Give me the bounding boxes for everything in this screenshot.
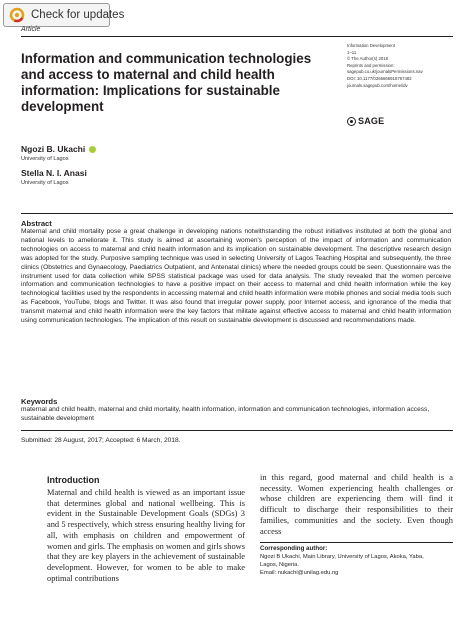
corresponding-rule: [260, 542, 453, 543]
author-2-affiliation: University of Lagos: [21, 180, 69, 186]
abstract-rule: [21, 213, 453, 214]
header-rule: [21, 36, 453, 37]
author-1-affiliation: University of Lagos: [21, 156, 69, 162]
check-for-updates-button[interactable]: [3, 3, 125, 27]
article-type-label: Article: [21, 26, 41, 33]
keywords-rule: [21, 430, 453, 431]
journal-name: Information Development: [347, 43, 396, 48]
introduction-heading: Introduction: [47, 475, 100, 485]
author-1-name[interactable]: Ngozi B. Ukachi: [21, 144, 86, 154]
check-for-updates-label: Check for updates: [31, 9, 125, 21]
author-1: [21, 144, 96, 154]
page-range: 1–11: [347, 49, 357, 55]
abstract-text: Maternal and child mortality pose a great challenge in developing nations notwithstanding the robust initiatives instituted at both the global and national levels to ameliorate it. This study is aimed at ascertaining women's perception of the impact of information and communication technologies on access to maternal and child health information and its implication on sustainable development. The descriptive research design was adopted for the study. Purposive sampling technique was used in selecting University of Lagos Teaching Hospital and subsequently, the three clinics (Obstetrics and Gynaecology, Paediatrics Outpatient, and Antenatal clinics) where the needed groups could be seen. Questionnaire was the instrument used for data collection while SPSS statistical package was used for data analysis. The study revealed that the women perceive information and communication technologies to have a positive impact on their access to maternal and child health information while the key technological facilities used by the respondents in accessing maternal and child health information were mobile phones and social media tools such as Facebook, YouTube, blogs and Twitter. It was also found that irregular power supply, poor Internet access, and ignorance of the media that transmit maternal and child health information were the key factors that militate against effective access to maternal and child health information using communication technologies. The implication of this result on sustainable development is discussed and recommendations made.: [21, 228, 451, 325]
check-for-updates-icon: [9, 7, 25, 23]
corresponding-author-heading: Corresponding author:: [260, 545, 328, 552]
article-title: Information and communication technologies and access to maternal and child health information: Implications for sustainable development: [21, 51, 312, 114]
corresponding-author-address: Ngozi B Ukachi, Main Library, University of Lagos, Akoka, Yaba, Lagos, Nigeria.: [260, 554, 424, 568]
sage-logo: [347, 116, 384, 126]
keywords-text: maternal and child health, maternal and child mortality, health information, information and communication technologies, information access, sustainable development: [21, 406, 430, 422]
submission-dates: Submitted: 28 August, 2017; Accepted: 6 March, 2018.: [21, 437, 181, 444]
introduction-column-1: Maternal and child health is viewed as an important issue that determines global and national wellbeing. This is evident in the Sustainable Development Goals (SDGs) 3 and 5 respectively, which stress ensuring healthy living for all, with emphasis on children and empowerment of women and girls. The emphasis on women and girls shows that they are key players in the achievement of sustainable development. However, for women to be able to make optimal contributions: [47, 488, 245, 583]
sage-logo-icon: [347, 117, 356, 126]
corresponding-author-details: [260, 554, 440, 577]
doi-link[interactable]: DOI: 10.1177/0266666918767482: [347, 75, 412, 81]
sage-logo-text: SAGE: [358, 116, 385, 126]
copyright: © The Author(s) 2018: [347, 56, 389, 62]
journal-info: [347, 43, 457, 89]
journal-home-link[interactable]: journals.sagepub.com/home/idv: [347, 82, 408, 88]
reprints-label: Reprints and permission:: [347, 62, 395, 68]
orcid-icon[interactable]: [89, 146, 96, 153]
permissions-link[interactable]: sagepub.co.uk/journalsPermissions.nav: [347, 69, 423, 75]
author-2-name[interactable]: Stella N. I. Anasi: [21, 168, 87, 178]
keywords-heading: Keywords: [21, 397, 58, 406]
abstract-heading: Abstract: [21, 219, 52, 228]
introduction-column-2: in this regard, good maternal and child health is a necessity. Women experiencing health challenges or whose children are experiencing them will find it difficult to discharge their responsibilities to their families, communities and the society. Even though access: [260, 473, 453, 536]
corresponding-author-email[interactable]: Email: nukachi@unilag.edu.ng: [260, 569, 339, 576]
